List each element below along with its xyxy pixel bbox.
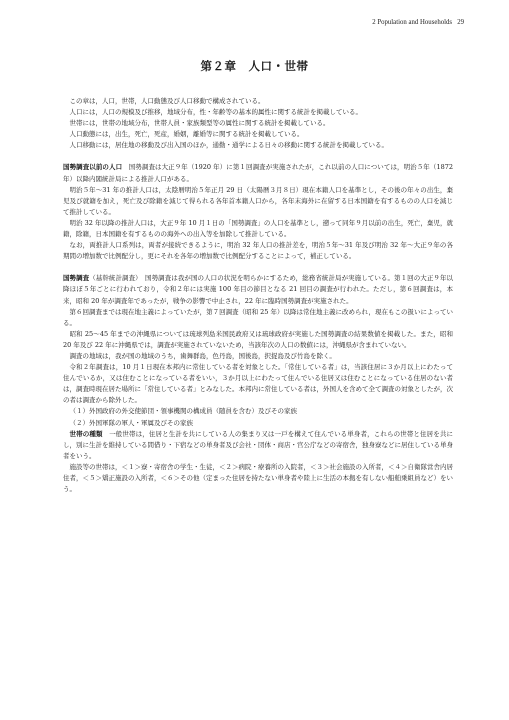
section-subheading: （基幹統計調査） bbox=[89, 274, 139, 283]
chapter-title: 第２章 人口・世帯 bbox=[200, 59, 309, 73]
document-body bbox=[63, 96, 453, 495]
household-type-heading: 世帯の種類 bbox=[69, 429, 103, 438]
page-number: 29 bbox=[457, 19, 464, 26]
section-paragraph: 施設等の世帯は，＜１＞寮・寄宿舎の学生・生徒，＜２＞病院・療養所の入院者，＜３＞社会施設の入所者，＜４＞自衛隊営舎内居住者，＜５＞矯正施設の入所者，＜６＞その他（定まった住居を持たない単身者や陸上に生活の本拠を有しない船舶乗組員など）をいう。 bbox=[63, 462, 453, 494]
intro-line: 人口には，人口の規模及び推移，地域分布，性・年齢等の基本的属性に関する統計を掲載している。 bbox=[69, 108, 362, 117]
section-paragraph: 明治 32 年以降の推計人口は，大正９年 10 月１日の「国勢調査」の人口を基準とし，遡って同年９月以前の出生，死亡，棄児，就籍，除籍，日本国籍を有するものの海外への出入等を加除して推計している。 bbox=[63, 218, 453, 239]
section-heading: 国勢調査 bbox=[63, 274, 90, 283]
section-paragraph: 昭和 25〜45 年までの沖縄県については琉球列島米国民政府又は琉球政府が実施した国勢調査の結果数値を掲載した。また，昭和 20 年及び 22 年に沖縄県では，調査が実施されていないため，当該年次の人口の数値には，沖縄県が含まれていない。 bbox=[63, 329, 453, 349]
intro-line: 人口動態には，出生，死亡，死産，婚姻，離婚等に関する統計を掲載している。 bbox=[69, 130, 304, 139]
running-header bbox=[372, 19, 464, 26]
exclusion-item: （１）外国政府の外交使節団・領事機関の構成員（随員を含む）及びその家族 bbox=[69, 407, 297, 416]
intro-line: 世帯には，世帯の地域分布，世帯人員・家族類型等の属性に関する統計を掲載している。 bbox=[69, 119, 330, 128]
section-paragraph: 国勢調査以前の人口 国勢調査は大正９年（1920 年）に第１回調査が実施されたが，これ以前の人口については，明治５年（1872 年）以降内閣統計局による推計人口がある。 bbox=[63, 163, 453, 183]
exclusion-item: （２）外国軍隊の軍人・軍属及びその家族 bbox=[69, 418, 193, 427]
intro-line: 人口移動には，居住地の移動及び出入国のほか，通勤・通学による日々の移動に関する統計を掲載している。 bbox=[69, 141, 388, 150]
running-title: 2 Population and Households bbox=[372, 19, 453, 26]
section-heading: 国勢調査以前の人口 bbox=[63, 163, 123, 172]
section-paragraph: 世帯の種類 一般世帯は，住居と生計を共にしている人の集まり又は一戸を構えて住んでいる単身者，これらの世帯と住居を共にし，別に生計を維持している間借り・下宿などの単身者及び会社・団体・商店・官公庁などの寄宿舎，独身寮などに居住している単身者をいう。 bbox=[63, 429, 454, 460]
intro-section bbox=[63, 96, 453, 151]
intro-line: この章は，人口，世帯，人口動態及び人口移動で構成されている。 bbox=[69, 97, 265, 105]
section-paragraph: なお，両推計人口系列は，両者が接続できるように，明治 32 年人口の推計差を，明治５年〜31 年及び明治 32 年〜大正９年の各期間の増加数で比例配分し，更にそれを各年の増加数で比例配分することによって，補正している。 bbox=[63, 241, 453, 261]
section-census bbox=[63, 273, 453, 495]
section-pre-census-population bbox=[63, 162, 453, 262]
section-paragraph: 第６回調査までは現在地主義によっていたが，第７回調査（昭和 25 年）以降は常住地主義に改められ，現在もこの扱いによっている。 bbox=[63, 307, 453, 327]
section-paragraph: 調査の地域は，我が国の地域のうち，歯舞群島，色丹島，国後島，択捉島及び竹島を除く。 bbox=[69, 351, 336, 360]
section-paragraph: 令和２年調査は，10 月１日現在本邦内に常住している者を対象とした。「常住している者」は，当該住居に３か月以上にわたって住んでいるか，又は住むことになっている者をいい，３か月以上にわたって住んでいる住居又は住むことになっている住居のない者は，調査時現在居た場所に「常住している者」とみなした。本邦内に常住している者は，外国人を含めて全て調査の対象としたが，次の者は調査から除外した。 bbox=[63, 363, 453, 405]
section-paragraph: 国勢調査（基幹統計調査） 国勢調査は我が国の人口の状況を明らかにするため，総務省統計局が実施している。第１回の大正９年以降ほぼ５年ごとに行われており，令和２年には実施 100 年目の節目となる 21 回目の調査が行われた。ただし，第６回調査は，本来，昭和 20 年が調査年であったが，戦争の影響で中止され，22 年に臨時国勢調査が実施された。 bbox=[63, 274, 454, 305]
section-paragraph: 明治５年〜31 年の推計人口は，太陰暦明治５年正月 29 日（太陽暦３月８日）現在本籍人口を基準とし，その後の年々の出生，棄児及び就籍を加え，死亡及び除籍を減じて得られる各年首本籍人口から，各年末海外に在留する日本国籍を有するものの人口を減じて推計している。 bbox=[63, 185, 453, 216]
